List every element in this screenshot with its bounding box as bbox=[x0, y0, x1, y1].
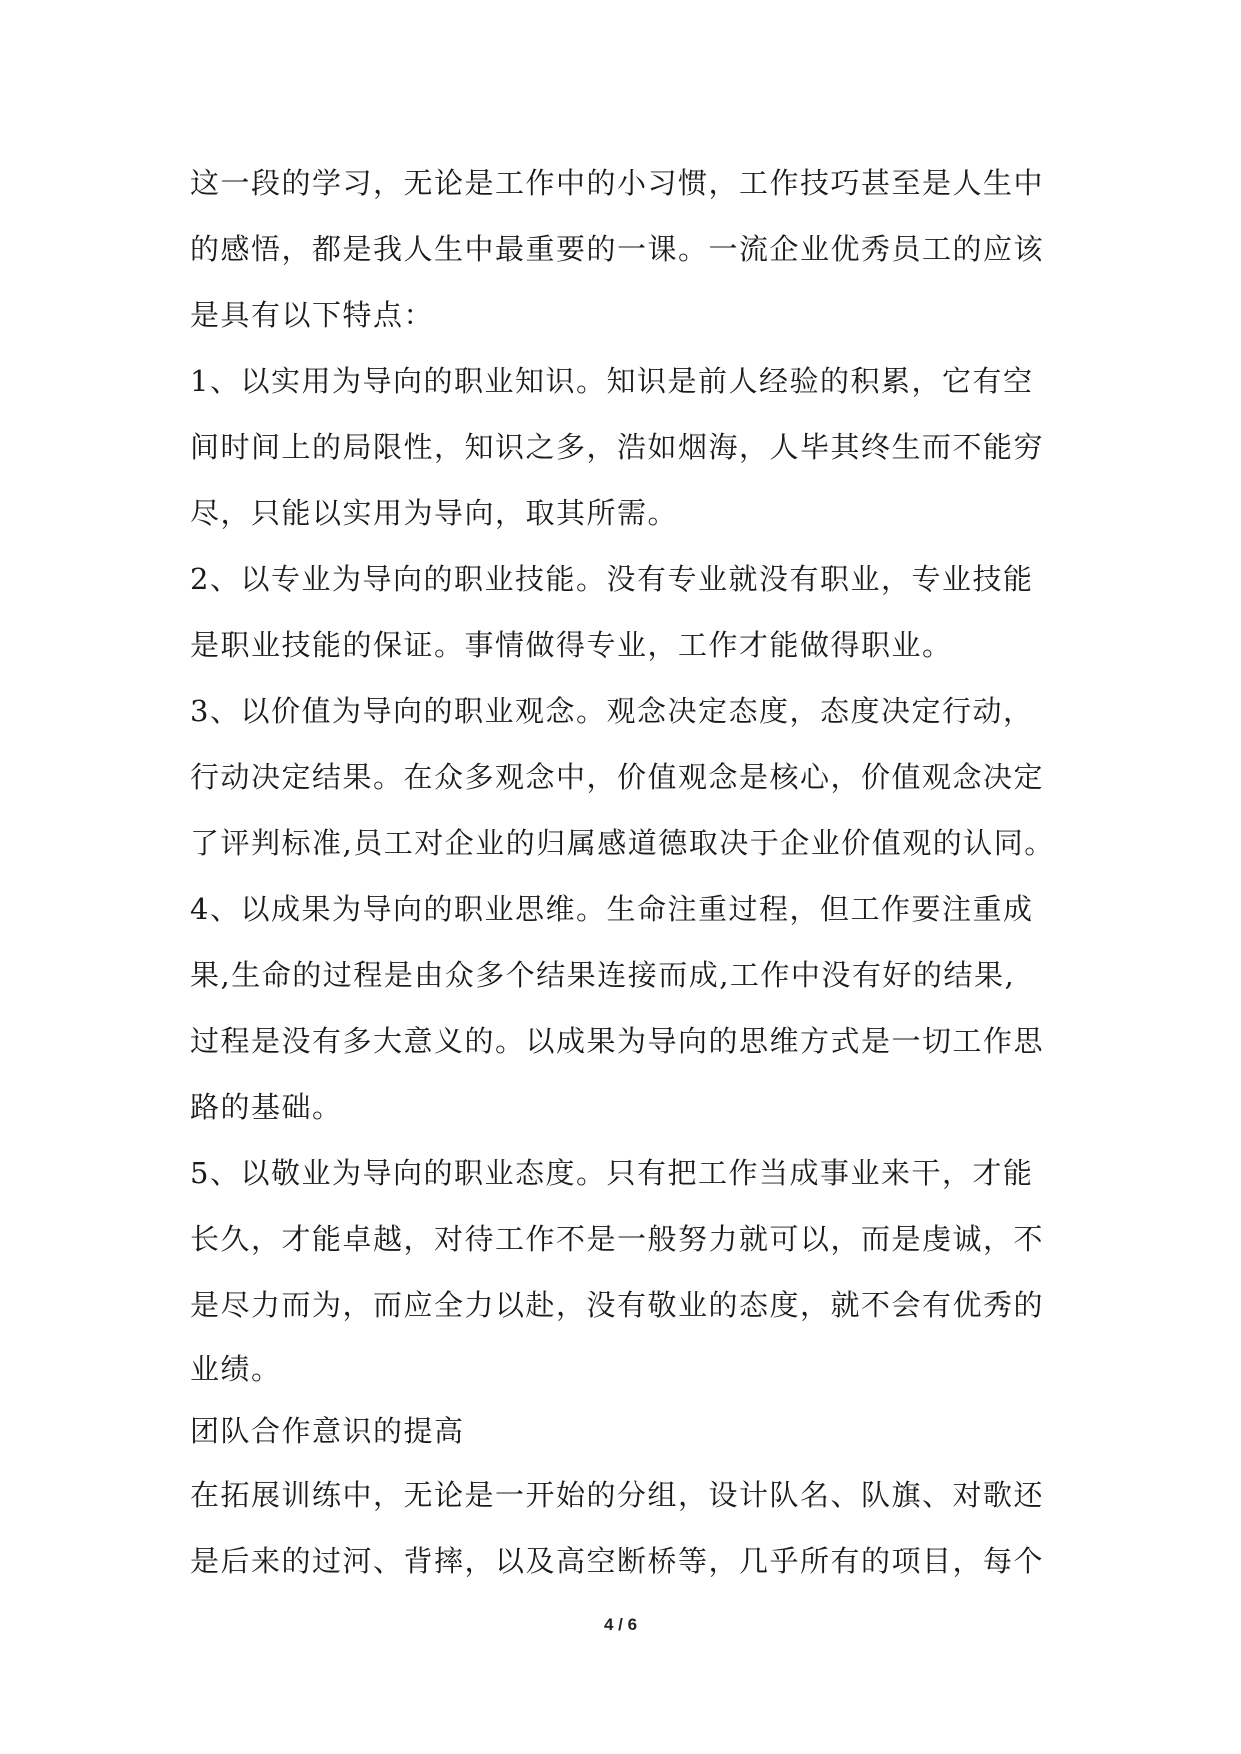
text-line: 2、以专业为导向的职业技能。没有专业就没有职业，专业技能 bbox=[190, 562, 1034, 596]
section-heading: 团队合作意识的提高 bbox=[190, 1414, 465, 1448]
text-line: 路的基础。 bbox=[190, 1090, 343, 1124]
text-line: 业绩。 bbox=[190, 1352, 282, 1386]
text-line: 尽，只能以实用为导向，取其所需。 bbox=[190, 496, 679, 530]
text-line: 是尽力而为，而应全力以赴，没有敬业的态度，就不会有优秀的 bbox=[190, 1288, 1045, 1322]
text-line: 是后来的过河、背摔，以及高空断桥等，几乎所有的项目，每个 bbox=[190, 1544, 1045, 1578]
text-line: 在拓展训练中，无论是一开始的分组，设计队名、队旗、对歌还 bbox=[190, 1478, 1045, 1512]
text-line: 果,生命的过程是由众多个结果连接而成,工作中没有好的结果, bbox=[190, 958, 1016, 992]
text-line: 5、以敬业为导向的职业态度。只有把工作当成事业来干，才能 bbox=[190, 1156, 1034, 1190]
document-body bbox=[190, 150, 1060, 1594]
text-line: 间时间上的局限性，知识之多，浩如烟海，人毕其终生而不能穷 bbox=[190, 430, 1045, 464]
text-line: 的感悟，都是我人生中最重要的一课。一流企业优秀员工的应该 bbox=[190, 232, 1045, 266]
text-line: 长久，才能卓越，对待工作不是一般努力就可以，而是虔诚，不 bbox=[190, 1222, 1045, 1256]
page-number: 4 / 6 bbox=[603, 1615, 638, 1634]
text-line: 4、以成果为导向的职业思维。生命注重过程，但工作要注重成 bbox=[190, 892, 1034, 926]
text-line: 过程是没有多大意义的。以成果为导向的思维方式是一切工作思 bbox=[190, 1024, 1045, 1058]
text-line: 1、以实用为导向的职业知识。知识是前人经验的积累，它有空 bbox=[190, 364, 1034, 398]
text-line: 是职业技能的保证。事情做得专业，工作才能做得职业。 bbox=[190, 628, 953, 662]
text-line: 这一段的学习，无论是工作中的小习惯，工作技巧甚至是人生中 bbox=[190, 166, 1045, 200]
text-line: 3、以价值为导向的职业观念。观念决定态度，态度决定行动， bbox=[190, 694, 1034, 728]
text-line: 行动决定结果。在众多观念中，价值观念是核心，价值观念决定 bbox=[190, 760, 1045, 794]
text-line: 了评判标准,员工对企业的归属感道德取决于企业价值观的认同。 bbox=[190, 826, 1055, 860]
text-line: 是具有以下特点： bbox=[190, 298, 435, 332]
